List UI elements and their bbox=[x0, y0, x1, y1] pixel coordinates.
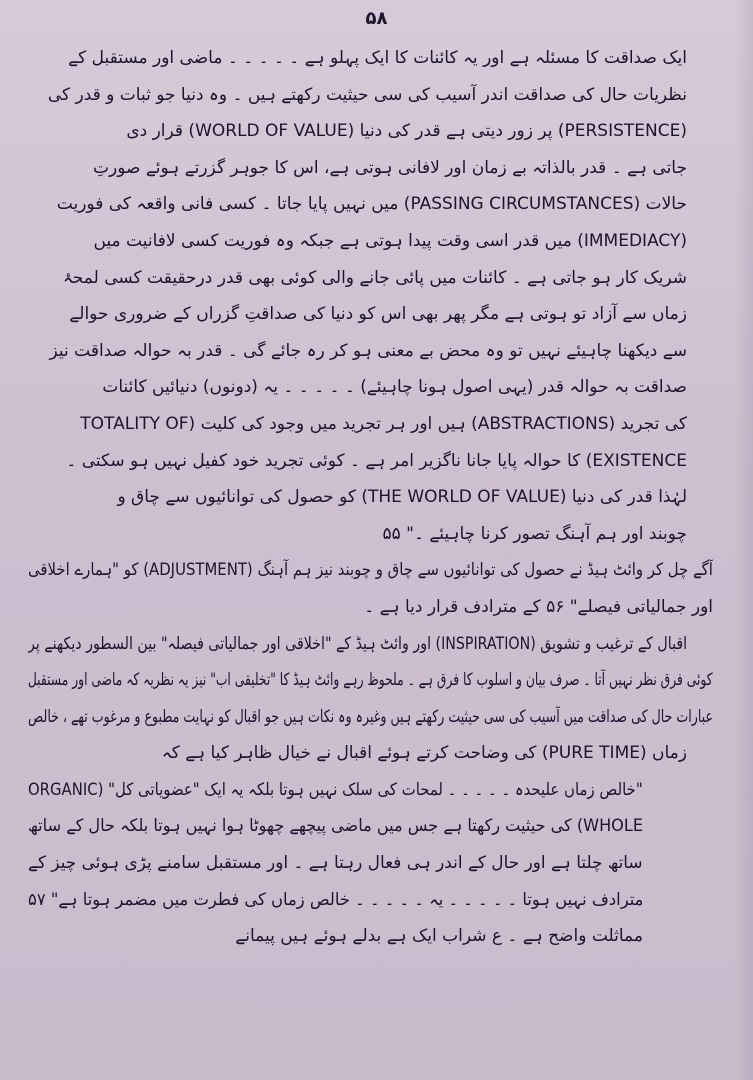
text-line-content: صداقت بہ حوالہ قدر (یہی اصول ہونا چاہیئے) ۔ ۔ ۔ ۔ ۔ یہ (دونوں) دنیائیں کائنات bbox=[102, 377, 687, 398]
text-line bbox=[28, 186, 713, 223]
text-line bbox=[28, 662, 713, 699]
text-line bbox=[28, 223, 713, 260]
text-line bbox=[28, 260, 713, 297]
text-line-content: نظریات حال کی صداقت اندر آسیب کی سی حیثیت رکھتے ہیں ۔ وہ دنیا جو ثبات و قدر کی bbox=[47, 84, 687, 105]
text-line bbox=[28, 113, 713, 150]
text-line bbox=[28, 589, 713, 626]
text-line bbox=[28, 735, 713, 772]
text-line-content: مترادف نہیں ہوتا ۔ ۔ ۔ ۔ ۔ یہ ۔ ۔ ۔ ۔ ۔ خالص زماں کی فطرت میں مضمر ہوتا ہے" ۵۷ bbox=[28, 889, 643, 910]
text-line-content: سے دیکھنا چاہیئے نہیں تو وہ محض بے معنی ہو کر رہ جائے گی ۔ قدر بہ حوالہ صداقت نیز bbox=[49, 340, 687, 361]
text-line-content: شریک کار ہو جاتی ہے ۔ کائنات میں پائی جانے والی کوئی بھی قدر درحقیقت کسی لمحۂ bbox=[62, 267, 687, 288]
text-line bbox=[28, 552, 713, 589]
text-line-content: EXISTENCE) کا حوالہ پایا جانا ناگزیر امر ہے ۔ کوئی تجرید خود کفیل نہیں ہو سکتی ۔ bbox=[66, 450, 687, 471]
text-line-content: لہٰذا قدر کی دنیا (THE WORLD OF VALUE) کو حصول کی توانائیوں سے چاق و bbox=[117, 487, 687, 508]
text-line bbox=[28, 296, 713, 333]
text-line bbox=[28, 150, 713, 187]
text-line bbox=[28, 882, 713, 919]
text-line bbox=[28, 77, 713, 114]
text-line bbox=[28, 406, 713, 443]
text-line-content: (IMMEDIACY) میں قدر اسی وقت پیدا ہوتی ہے جبکہ وہ فوریت کسی لافانیت میں bbox=[93, 230, 687, 251]
handwritten-urdu-text-body bbox=[28, 40, 713, 955]
text-line bbox=[28, 845, 713, 882]
text-line bbox=[28, 918, 713, 955]
page-number: ۵۸ bbox=[365, 8, 388, 29]
text-line bbox=[28, 808, 713, 845]
text-line bbox=[28, 443, 713, 480]
text-line-content: کی تجرید (ABSTRACTIONS) ہیں اور ہر تجرید میں وجود کی کلیت (TOTALITY OF bbox=[80, 413, 687, 434]
text-line-content: زماں سے آزاد تو ہوتی ہے مگر پھر بھی اس کو دنیا کی صداقتِ گزراں کے ضروری حوالے bbox=[69, 304, 687, 325]
text-line-content: حالات (PASSING CIRCUMSTANCES) میں نہیں پایا جاتا ۔ کسی فانی واقعہ کی فوریت bbox=[56, 194, 687, 215]
text-line bbox=[28, 772, 713, 809]
text-line bbox=[28, 516, 713, 553]
text-line bbox=[28, 333, 713, 370]
text-line-content: کوئی فرق نظر نہیں آتا ۔ صرف بیان و اسلوب کا فرق ہے ۔ ملحوظ رہے وائٹ ہیڈ کا "تخلیقی اب" نیز یہ نظریہ کہ ماضی اور مستقبل bbox=[28, 670, 713, 691]
text-line bbox=[28, 626, 713, 663]
text-line-content: آگے چل کر وائٹ ہیڈ نے حصول کی توانائیوں سے چاق و چوبند نیز ہم آہنگ (ADJUSTMENT) کو "ہمارے اخلاقی bbox=[28, 560, 713, 581]
text-line-content: ساتھ چلتا ہے اور حال کے اندر ہی فعال رہتا ہے ۔ اور مستقبل سامنے پڑی ہوئی چیز کے bbox=[28, 853, 643, 874]
text-line-content: عبارات حال کی صداقت میں آسیب کی سی حیثیت رکھتے ہیں وغیرہ وہ نکات ہیں جو اقبال کو نہایت مطبوع و مرغوب تھے ، خالص bbox=[28, 706, 713, 727]
text-line bbox=[28, 699, 713, 736]
text-line bbox=[28, 40, 713, 77]
text-line-content: چوبند اور ہم آہنگ تصور کرنا چاہیئے ۔" ۵۵ bbox=[382, 523, 687, 544]
text-line-content: (PERSISTENCE) پر زور دیتی ہے قدر کی دنیا (WORLD OF VALUE) قرار دی bbox=[126, 121, 687, 142]
text-line-content: مماثلت واضح ہے ۔ ع شراب ایک ہے بدلے ہوئے ہیں پیمانے bbox=[235, 926, 643, 947]
page-edge-shadow bbox=[735, 0, 753, 1080]
text-line-content: اور جمالیاتی فیصلے" ۵۶ کے مترادف قرار دیا ہے ۔ bbox=[364, 596, 713, 617]
text-line bbox=[28, 369, 713, 406]
text-line-content: WHOLE) کی حیثیت رکھتا ہے جس میں ماضی پیچھے چھوٹا ہوا نہیں ہوتا بلکہ حال کے ساتھ bbox=[28, 816, 643, 837]
text-line-content: زماں (PURE TIME) کی وضاحت کرتے ہوئے اقبال نے خیال ظاہر کیا ہے کہ bbox=[161, 743, 687, 764]
text-line-content: اقبال کے ترغیب و تشویق (INSPIRATION) اور وائٹ ہیڈ کے "اخلاقی اور جمالیاتی فیصلہ" بین السطور دیکھنے پر bbox=[28, 633, 687, 654]
text-line-content: جاتی ہے ۔ قدر بالذاتہ بے زمان اور لافانی ہوتی ہے، اس کا جوہر گزرتے ہوئے صورتِ bbox=[92, 157, 687, 178]
text-line bbox=[28, 479, 713, 516]
text-line-content: ایک صداقت کا مسئلہ ہے اور یہ کائنات کا ایک پہلو ہے ۔ ۔ ۔ ۔ ۔ ماضی اور مستقبل کے bbox=[68, 48, 687, 68]
text-line-content: "خالص زماں علیحدہ ۔ ۔ ۔ ۔ ۔ لمحات کی سلک نہیں ہوتا بلکہ یہ ایک "عضویاتی کل" (ORGANIC bbox=[28, 779, 644, 800]
